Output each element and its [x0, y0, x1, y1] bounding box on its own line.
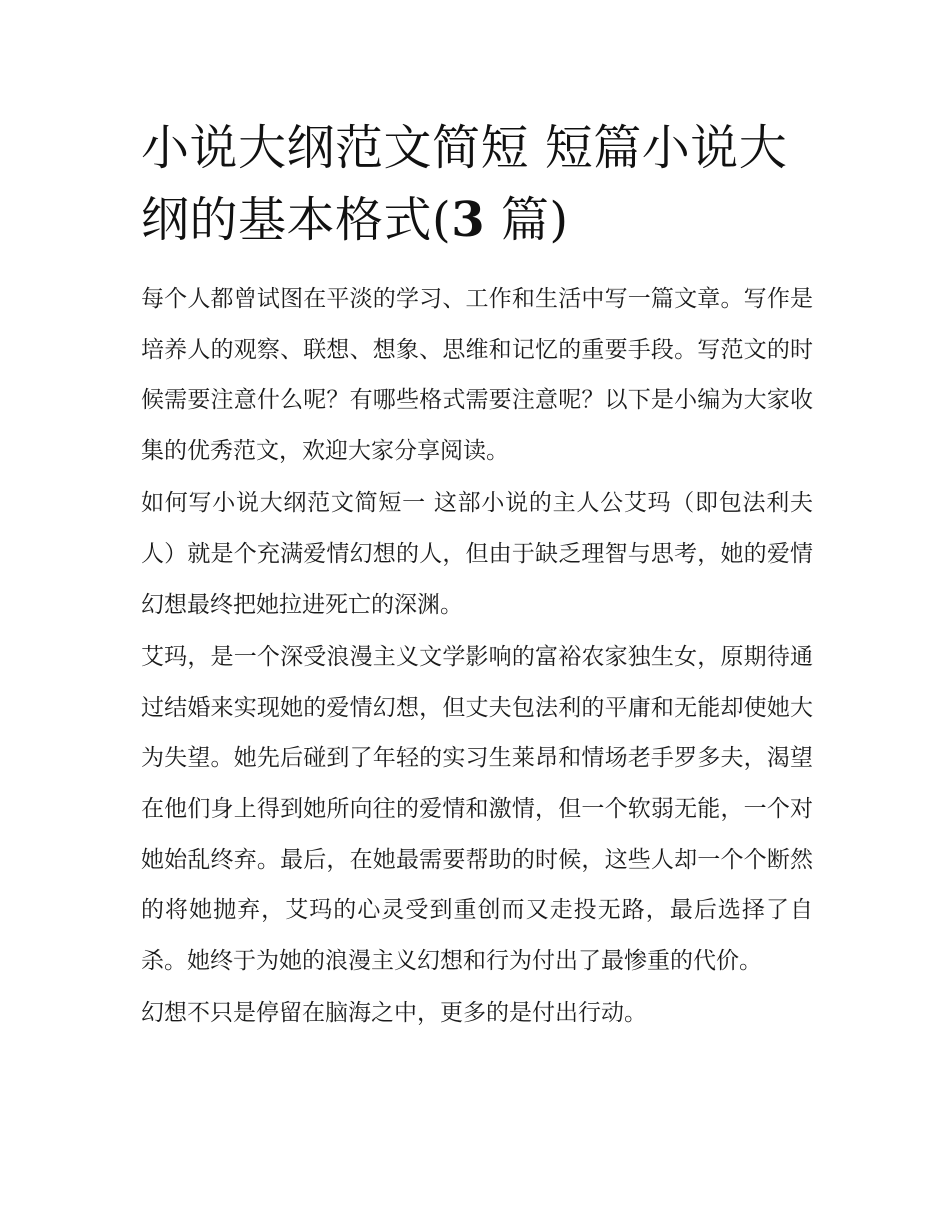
title-number: 3 [451, 192, 486, 248]
body-paragraph-1: 如何写小说大纲范文简短一 这部小说的主人公艾玛（即包法利夫人）就是个充满爱情幻想的人，但由于缺乏理智与思考，她的爱情幻想最终把她拉进死亡的深渊。 [141, 490, 813, 618]
title-text-part2: 篇) [485, 192, 569, 248]
document-title [141, 112, 813, 256]
title-text-part1: 小说大纲范文简短 短篇小说大纲的基本格式( [141, 120, 788, 248]
intro-paragraph: 每个人都曾试图在平淡的学习、工作和生活中写一篇文章。写作是培养人的观察、联想、想象、思维和记忆的重要手段。写范文的时候需要注意什么呢？有哪些格式需要注意呢？以下是小编为大家收集的优秀范文，欢迎大家分享阅读。 [141, 286, 813, 464]
body-paragraph-2: 艾玛，是一个深受浪漫主义文学影响的富裕农家独生女，原期待通过结婚来实现她的爱情幻想，但丈夫包法利的平庸和无能却使她大为失望。她先后碰到了年轻的实习生莱昂和情场老手罗多夫，渴望在他们身上得到她所向往的爱情和激情，但一个软弱无能，一个对她始乱终弃。最后，在她最需要帮助的时候，这些人却一个个断然的将她抛弃，艾玛的心灵受到重创而又走投无路，最后选择了自杀。她终于为她的浪漫主义幻想和行为付出了最惨重的代价。 [141, 644, 813, 974]
body-paragraph-3: 幻想不只是停留在脑海之中，更多的是付出行动。 [141, 1000, 647, 1027]
document-content [141, 112, 813, 1041]
